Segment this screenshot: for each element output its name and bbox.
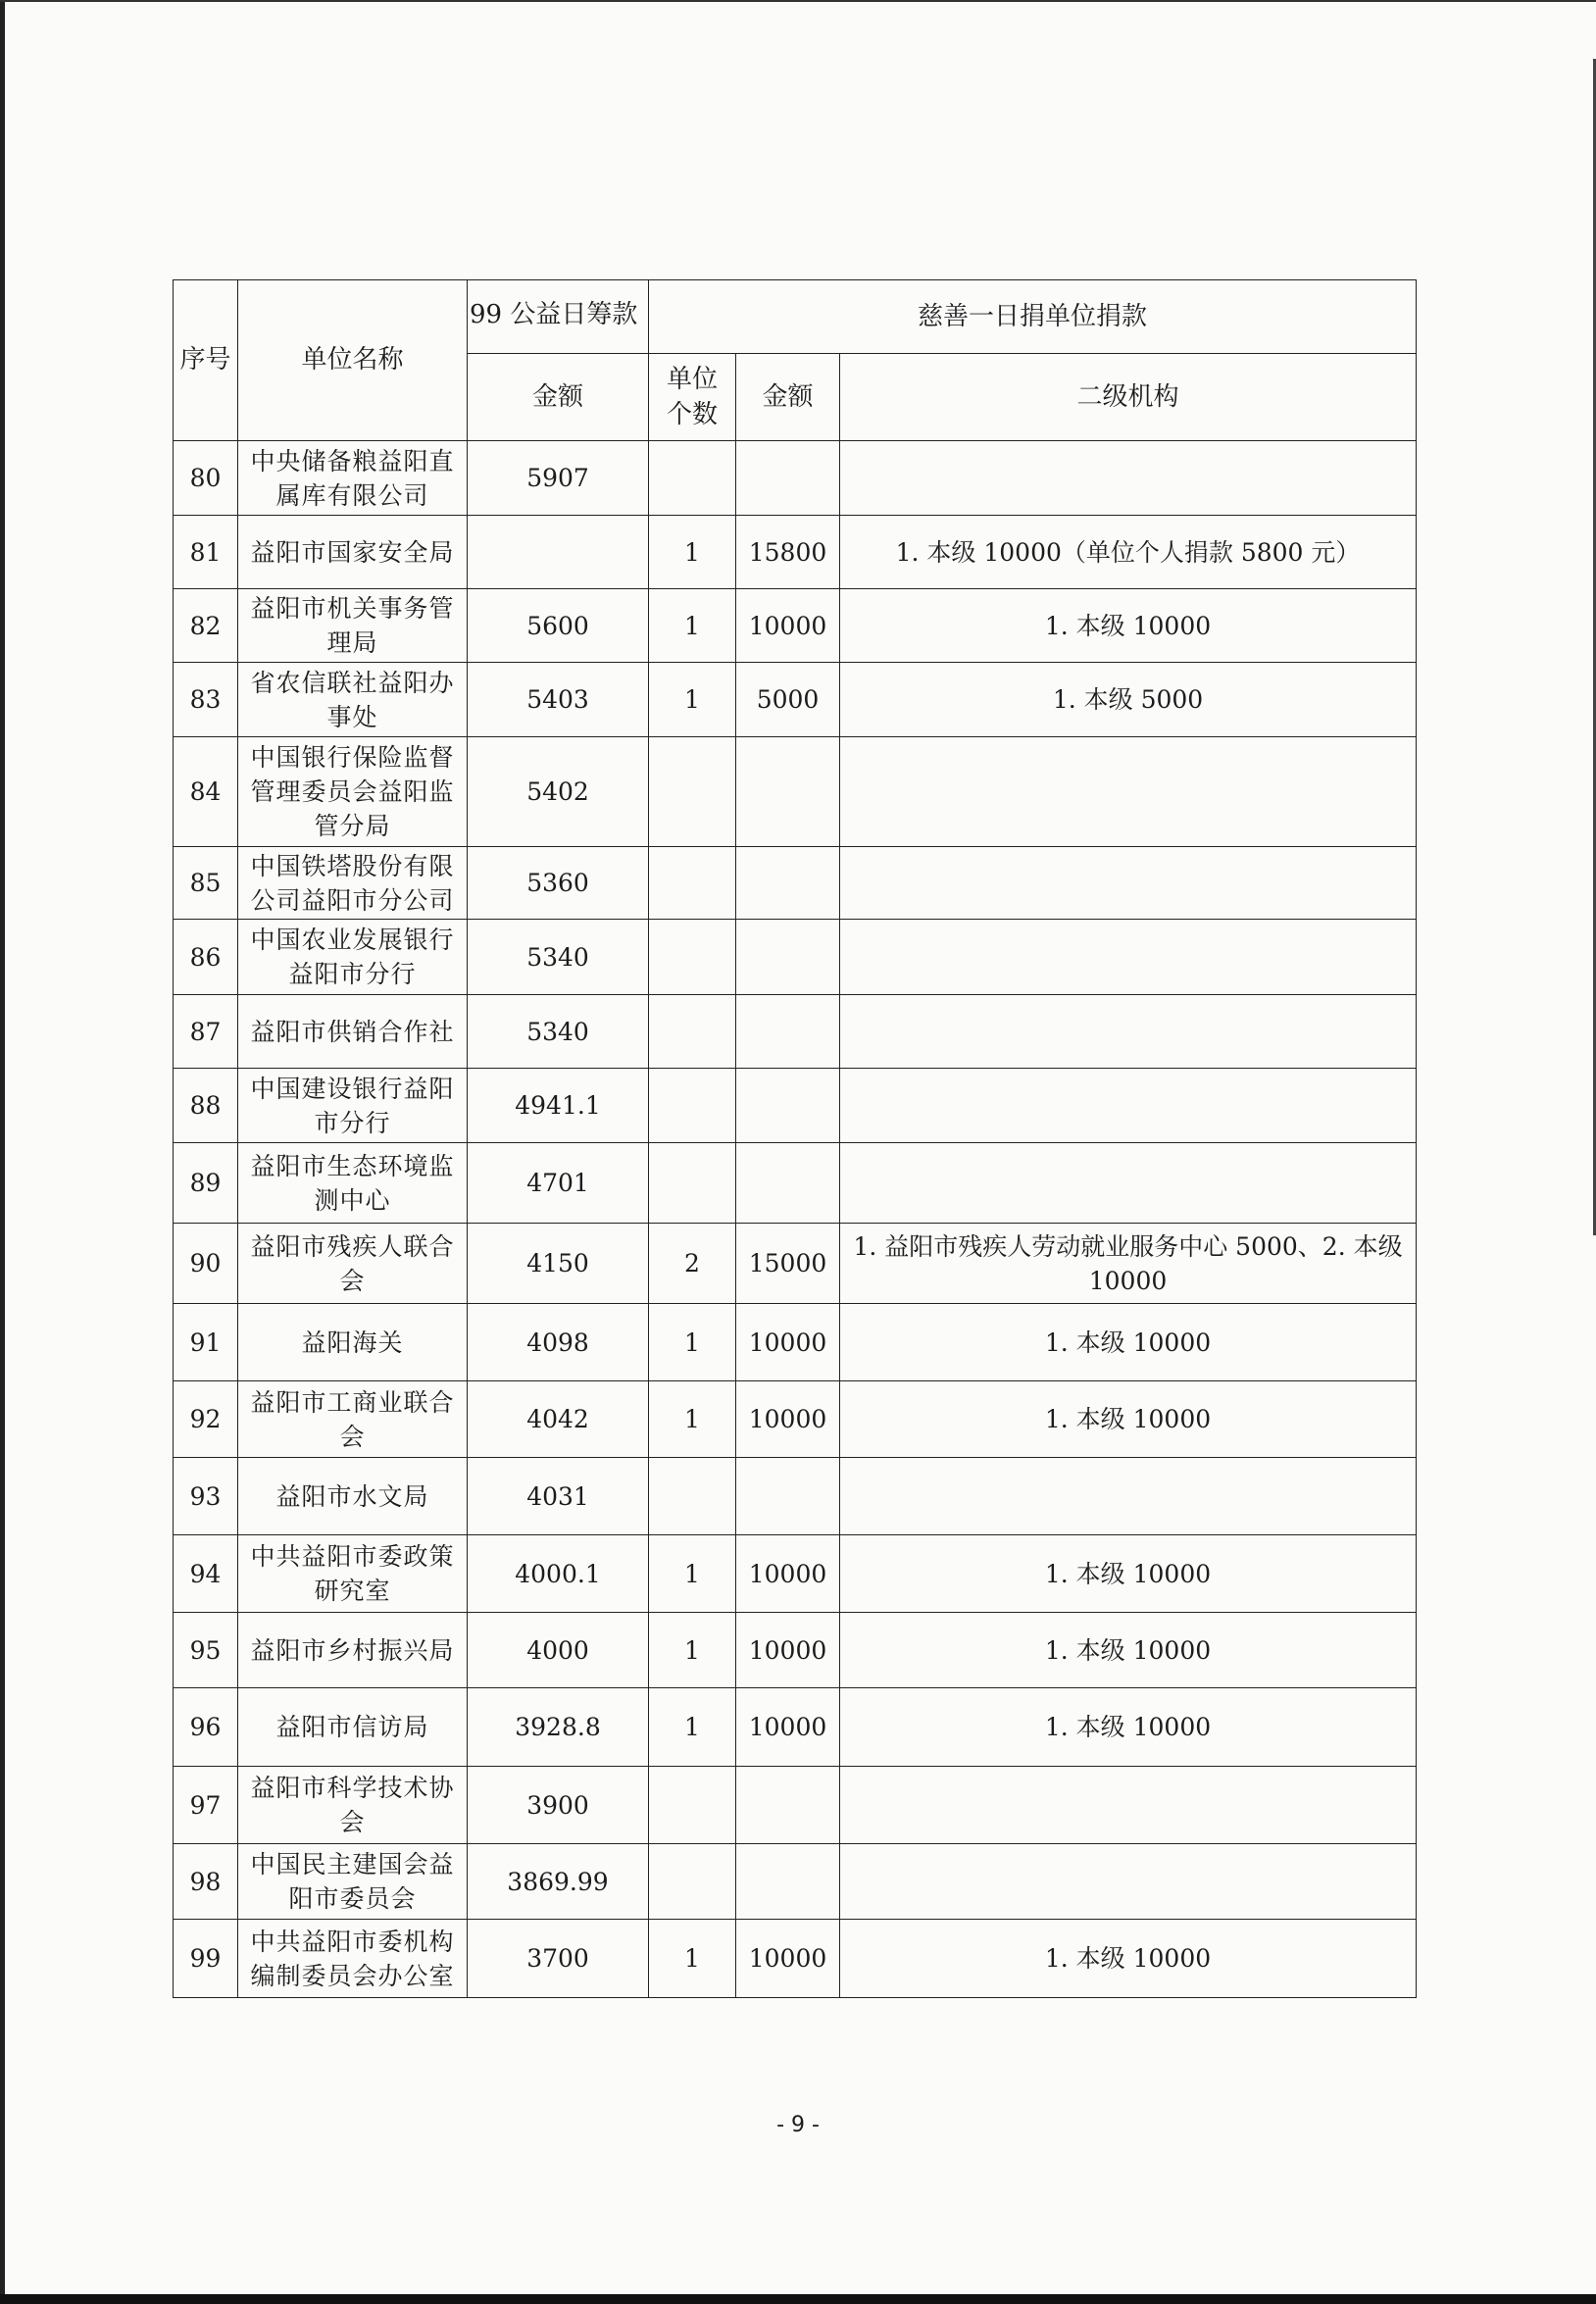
gongyi-amount-cell: 5600 bbox=[468, 589, 649, 663]
gongyi-amount-cell: 4098 bbox=[468, 1304, 649, 1381]
cishan-amount-cell bbox=[736, 920, 840, 995]
cishan-amount-cell bbox=[736, 441, 840, 516]
table-row bbox=[174, 995, 1417, 1069]
unit-count-cell: 1 bbox=[649, 589, 736, 663]
seq-cell: 82 bbox=[174, 589, 238, 663]
unit-count-cell: 1 bbox=[649, 1920, 736, 1998]
gongyi-amount-cell: 5907 bbox=[468, 441, 649, 516]
header-cishan-group: 慈善一日捐单位捐款 bbox=[649, 280, 1417, 354]
unit-count-cell bbox=[649, 995, 736, 1069]
unit-name-cell: 益阳市机关事务管理局 bbox=[238, 589, 468, 663]
gongyi-amount-cell: 3900 bbox=[468, 1767, 649, 1844]
gongyi-amount-cell: 4042 bbox=[468, 1381, 649, 1458]
unit-name-cell: 益阳市水文局 bbox=[238, 1458, 468, 1535]
cishan-amount-cell: 15800 bbox=[736, 516, 840, 589]
page-number: - 9 - bbox=[776, 2113, 820, 2137]
unit-name-cell: 中国建设银行益阳市分行 bbox=[238, 1069, 468, 1143]
seq-cell: 80 bbox=[174, 441, 238, 516]
table-row bbox=[174, 847, 1417, 920]
unit-name-cell: 中共益阳市委政策研究室 bbox=[238, 1535, 468, 1613]
table-body bbox=[174, 441, 1417, 1998]
unit-name-cell: 益阳市科学技术协会 bbox=[238, 1767, 468, 1844]
sub-org-cell bbox=[840, 1844, 1417, 1920]
table-row bbox=[174, 1069, 1417, 1143]
unit-name-cell: 益阳市信访局 bbox=[238, 1688, 468, 1767]
cishan-amount-cell: 10000 bbox=[736, 1613, 840, 1688]
table-row bbox=[174, 1381, 1417, 1458]
unit-name-cell: 中国银行保险监督管理委员会益阳监管分局 bbox=[238, 737, 468, 847]
sub-org-cell: 1. 本级 10000 bbox=[840, 1535, 1417, 1613]
sub-org-cell bbox=[840, 737, 1417, 847]
unit-name-cell: 益阳市乡村振兴局 bbox=[238, 1613, 468, 1688]
table-row bbox=[174, 1458, 1417, 1535]
header-gongyi-group: 99 公益日筹款 bbox=[468, 280, 649, 354]
sub-org-cell bbox=[840, 1767, 1417, 1844]
table-header bbox=[174, 280, 1417, 441]
unit-name-cell: 益阳市工商业联合会 bbox=[238, 1381, 468, 1458]
table-row bbox=[174, 1688, 1417, 1767]
cishan-amount-cell: 10000 bbox=[736, 1381, 840, 1458]
unit-count-cell: 1 bbox=[649, 516, 736, 589]
table-row bbox=[174, 737, 1417, 847]
table-row bbox=[174, 920, 1417, 995]
table-row bbox=[174, 1767, 1417, 1844]
sub-org-cell: 1. 本级 10000 bbox=[840, 589, 1417, 663]
unit-count-cell: 1 bbox=[649, 1688, 736, 1767]
sub-org-cell bbox=[840, 920, 1417, 995]
seq-cell: 97 bbox=[174, 1767, 238, 1844]
unit-count-cell bbox=[649, 1844, 736, 1920]
seq-cell: 93 bbox=[174, 1458, 238, 1535]
donation-table bbox=[173, 279, 1417, 1998]
seq-cell: 85 bbox=[174, 847, 238, 920]
unit-name-cell: 中国民主建国会益阳市委员会 bbox=[238, 1844, 468, 1920]
header-sub-org: 二级机构 bbox=[840, 354, 1417, 441]
sub-org-cell bbox=[840, 1143, 1417, 1224]
seq-cell: 98 bbox=[174, 1844, 238, 1920]
sub-org-cell bbox=[840, 847, 1417, 920]
table-row bbox=[174, 1535, 1417, 1613]
unit-count-cell bbox=[649, 920, 736, 995]
gongyi-amount-cell: 4000 bbox=[468, 1613, 649, 1688]
seq-cell: 96 bbox=[174, 1688, 238, 1767]
sub-org-cell: 1. 本级 10000 bbox=[840, 1613, 1417, 1688]
cishan-amount-cell bbox=[736, 1069, 840, 1143]
gongyi-amount-cell: 4941.1 bbox=[468, 1069, 649, 1143]
cishan-amount-cell: 10000 bbox=[736, 589, 840, 663]
sub-org-cell: 1. 本级 10000 bbox=[840, 1381, 1417, 1458]
seq-cell: 89 bbox=[174, 1143, 238, 1224]
unit-name-cell: 中国铁塔股份有限公司益阳市分公司 bbox=[238, 847, 468, 920]
gongyi-amount-cell: 4701 bbox=[468, 1143, 649, 1224]
unit-name-cell: 省农信联社益阳办事处 bbox=[238, 663, 468, 737]
unit-name-cell: 中央储备粮益阳直属库有限公司 bbox=[238, 441, 468, 516]
gongyi-amount-cell: 3869.99 bbox=[468, 1844, 649, 1920]
sub-org-cell: 1. 本级 10000（单位个人捐款 5800 元） bbox=[840, 516, 1417, 589]
table-row bbox=[174, 589, 1417, 663]
header-unit-name: 单位名称 bbox=[238, 280, 468, 441]
cishan-amount-cell: 10000 bbox=[736, 1535, 840, 1613]
sub-org-cell bbox=[840, 1458, 1417, 1535]
unit-name-cell: 益阳市残疾人联合会 bbox=[238, 1224, 468, 1304]
unit-name-cell: 益阳市国家安全局 bbox=[238, 516, 468, 589]
gongyi-amount-cell: 5360 bbox=[468, 847, 649, 920]
unit-count-cell bbox=[649, 1143, 736, 1224]
unit-count-cell: 2 bbox=[649, 1224, 736, 1304]
sub-org-cell: 1. 本级 10000 bbox=[840, 1688, 1417, 1767]
scan-edge-top bbox=[0, 0, 1596, 2]
seq-cell: 99 bbox=[174, 1920, 238, 1998]
cishan-amount-cell: 10000 bbox=[736, 1920, 840, 1998]
gongyi-amount-cell: 3700 bbox=[468, 1920, 649, 1998]
cishan-amount-cell: 5000 bbox=[736, 663, 840, 737]
seq-cell: 91 bbox=[174, 1304, 238, 1381]
sub-org-cell: 1. 益阳市残疾人劳动就业服务中心 5000、2. 本级 10000 bbox=[840, 1224, 1417, 1304]
unit-count-cell bbox=[649, 847, 736, 920]
header-seq: 序号 bbox=[174, 280, 238, 441]
cishan-amount-cell bbox=[736, 847, 840, 920]
scan-edge-left bbox=[0, 0, 5, 2304]
table-row bbox=[174, 1224, 1417, 1304]
cishan-amount-cell: 10000 bbox=[736, 1304, 840, 1381]
header-cishan-amount: 金额 bbox=[736, 354, 840, 441]
unit-count-cell bbox=[649, 1069, 736, 1143]
seq-cell: 94 bbox=[174, 1535, 238, 1613]
unit-count-cell: 1 bbox=[649, 1535, 736, 1613]
cishan-amount-cell: 15000 bbox=[736, 1224, 840, 1304]
cishan-amount-cell bbox=[736, 995, 840, 1069]
unit-name-cell: 益阳海关 bbox=[238, 1304, 468, 1381]
sub-org-cell: 1. 本级 10000 bbox=[840, 1304, 1417, 1381]
gongyi-amount-cell bbox=[468, 516, 649, 589]
table-row bbox=[174, 1920, 1417, 1998]
gongyi-amount-cell: 4031 bbox=[468, 1458, 649, 1535]
cishan-amount-cell bbox=[736, 1143, 840, 1224]
cishan-amount-cell bbox=[736, 737, 840, 847]
table-row bbox=[174, 441, 1417, 516]
unit-count-cell bbox=[649, 1458, 736, 1535]
gongyi-amount-cell: 5340 bbox=[468, 995, 649, 1069]
unit-count-cell bbox=[649, 1767, 736, 1844]
gongyi-amount-cell: 5403 bbox=[468, 663, 649, 737]
gongyi-amount-cell: 5402 bbox=[468, 737, 649, 847]
seq-cell: 81 bbox=[174, 516, 238, 589]
gongyi-amount-cell: 5340 bbox=[468, 920, 649, 995]
sub-org-cell: 1. 本级 5000 bbox=[840, 663, 1417, 737]
seq-cell: 88 bbox=[174, 1069, 238, 1143]
seq-cell: 90 bbox=[174, 1224, 238, 1304]
unit-name-cell: 中共益阳市委机构编制委员会办公室 bbox=[238, 1920, 468, 1998]
unit-count-cell bbox=[649, 737, 736, 847]
seq-cell: 95 bbox=[174, 1613, 238, 1688]
table-row bbox=[174, 1613, 1417, 1688]
gongyi-amount-cell: 4150 bbox=[468, 1224, 649, 1304]
cishan-amount-cell bbox=[736, 1844, 840, 1920]
unit-count-cell: 1 bbox=[649, 1381, 736, 1458]
unit-name-cell: 中国农业发展银行益阳市分行 bbox=[238, 920, 468, 995]
unit-count-cell: 1 bbox=[649, 1304, 736, 1381]
seq-cell: 86 bbox=[174, 920, 238, 995]
seq-cell: 83 bbox=[174, 663, 238, 737]
header-gongyi-amount: 金额 bbox=[468, 354, 649, 441]
unit-name-cell: 益阳市供销合作社 bbox=[238, 995, 468, 1069]
sub-org-cell bbox=[840, 1069, 1417, 1143]
gongyi-amount-cell: 4000.1 bbox=[468, 1535, 649, 1613]
header-unit-count: 单位个数 bbox=[649, 354, 736, 441]
table-row bbox=[174, 1143, 1417, 1224]
unit-name-cell: 益阳市生态环境监测中心 bbox=[238, 1143, 468, 1224]
table-row bbox=[174, 516, 1417, 589]
cishan-amount-cell bbox=[736, 1458, 840, 1535]
cishan-amount-cell bbox=[736, 1767, 840, 1844]
unit-count-cell bbox=[649, 441, 736, 516]
gongyi-amount-cell: 3928.8 bbox=[468, 1688, 649, 1767]
sub-org-cell bbox=[840, 995, 1417, 1069]
unit-count-cell: 1 bbox=[649, 663, 736, 737]
seq-cell: 92 bbox=[174, 1381, 238, 1458]
sub-org-cell: 1. 本级 10000 bbox=[840, 1920, 1417, 1998]
sub-org-cell bbox=[840, 441, 1417, 516]
scan-edge-bottom bbox=[0, 2294, 1596, 2304]
table-row bbox=[174, 1844, 1417, 1920]
seq-cell: 87 bbox=[174, 995, 238, 1069]
unit-count-cell: 1 bbox=[649, 1613, 736, 1688]
table-row bbox=[174, 1304, 1417, 1381]
table-row bbox=[174, 663, 1417, 737]
cishan-amount-cell: 10000 bbox=[736, 1688, 840, 1767]
seq-cell: 84 bbox=[174, 737, 238, 847]
